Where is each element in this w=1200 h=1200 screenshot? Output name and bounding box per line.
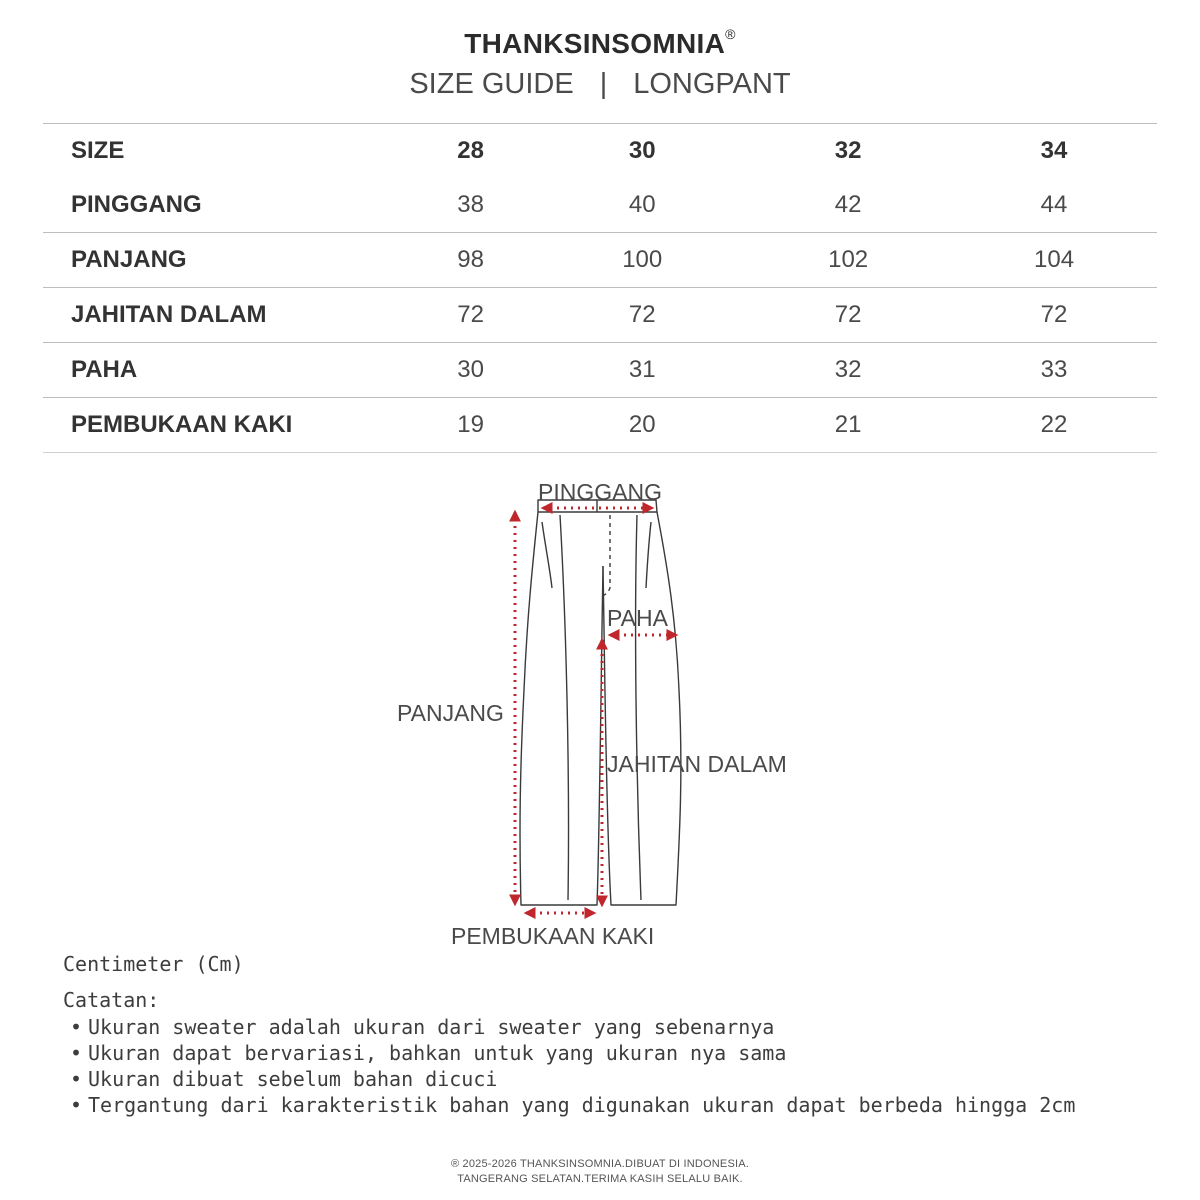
cell-value: 21 [745, 398, 951, 453]
cell-value: 30 [628, 137, 656, 164]
cell-value: 19 [402, 398, 539, 453]
cell-value: 38 [457, 191, 484, 218]
pants-diagram [0, 470, 1200, 950]
unit-note: Centimeter (Cm) [63, 952, 244, 976]
pants-illustration [0, 470, 1200, 950]
subtitle-product: LONGPANT [633, 68, 791, 100]
row-label: JAHITAN DALAM [43, 288, 402, 343]
cell-value: 100 [539, 233, 745, 288]
page-subtitle [0, 68, 1200, 101]
subtitle-separator: | [599, 68, 608, 100]
cell-value: 72 [745, 288, 951, 343]
size-table [43, 123, 1157, 453]
cell-value: 32 [745, 343, 951, 398]
measure-arrows [515, 508, 676, 913]
cell-value: 72 [951, 288, 1157, 343]
note-text: Ukuran sweater adalah ukuran dari sweater yang sebenarnya [88, 1015, 775, 1039]
list-item [70, 1066, 1075, 1092]
brand-title [0, 25, 1200, 60]
cell-value: 104 [951, 233, 1157, 288]
row-label: PEMBUKAAN KAKI [43, 398, 402, 453]
right-pocket [646, 522, 651, 588]
notes-title: Catatan: [63, 988, 160, 1012]
bullet-icon: • [70, 1093, 83, 1117]
note-text: Tergantung dari karakteristik bahan yang digunakan ukuran dapat berbeda hingga 2cm [88, 1093, 1076, 1117]
cell-value: 42 [834, 191, 862, 218]
table-row-length [43, 233, 1157, 288]
table-row-size [43, 124, 1157, 179]
row-label: PINGGANG [71, 191, 202, 218]
cell-value: 30 [402, 343, 539, 398]
cell-value: 31 [539, 343, 745, 398]
cell-value: 33 [951, 343, 1157, 398]
left-leg [520, 512, 603, 905]
note-text: Ukuran dibuat sebelum bahan dicuci [88, 1067, 498, 1091]
cell-value: 32 [834, 137, 862, 164]
list-item [70, 1014, 1075, 1040]
cell-value: 40 [628, 191, 656, 218]
label-leg-opening: PEMBUKAAN KAKI [451, 923, 655, 949]
registered-mark: ® [725, 25, 736, 42]
notes-list [70, 1014, 1075, 1118]
table-row-waist [43, 178, 1157, 233]
cell-value: 20 [539, 398, 745, 453]
list-item [70, 1040, 1075, 1066]
label-length: PANJANG [397, 700, 504, 726]
cell-value: 102 [745, 233, 951, 288]
cell-value: 22 [951, 398, 1157, 453]
bullet-icon: • [70, 1015, 83, 1039]
cell-value: 72 [539, 288, 745, 343]
footer-line-copyright: ® 2025-2026 THANKSINSOMNIA.DIBUAT DI INDONESIA. [450, 1158, 750, 1170]
list-item [70, 1092, 1075, 1118]
footer [0, 1157, 1200, 1187]
cell-value: 98 [402, 233, 539, 288]
table-row-thigh [43, 343, 1157, 398]
left-pocket [542, 522, 552, 588]
footer-line-location: TANGERANG SELATAN.TERIMA KASIH SELALU BAIK. [457, 1173, 743, 1185]
label-thigh: PAHA [607, 605, 668, 631]
cell-value: 72 [402, 288, 539, 343]
cell-value: 28 [457, 137, 484, 164]
cell-value: 44 [1040, 191, 1068, 218]
right-leg [603, 512, 681, 905]
bullet-icon: • [70, 1041, 83, 1065]
right-crease [636, 515, 641, 900]
note-text: Ukuran dapat bervariasi, bahkan untuk yang ukuran nya sama [88, 1041, 787, 1065]
row-label: PAHA [43, 343, 402, 398]
table-row-inseam [43, 288, 1157, 343]
bullet-icon: • [70, 1067, 83, 1091]
label-waist: PINGGANG [538, 479, 662, 505]
left-crease [560, 515, 569, 900]
pants-outline [520, 500, 681, 905]
cell-value: 34 [1040, 137, 1068, 164]
row-label: SIZE [71, 137, 125, 164]
row-label: PANJANG [43, 233, 402, 288]
brand-name: THANKSINSOMNIA [464, 28, 726, 59]
subtitle-guide: SIZE GUIDE [409, 68, 574, 100]
label-inseam: JAHITAN DALAM [607, 751, 787, 777]
table-row-leg-opening [43, 398, 1157, 453]
